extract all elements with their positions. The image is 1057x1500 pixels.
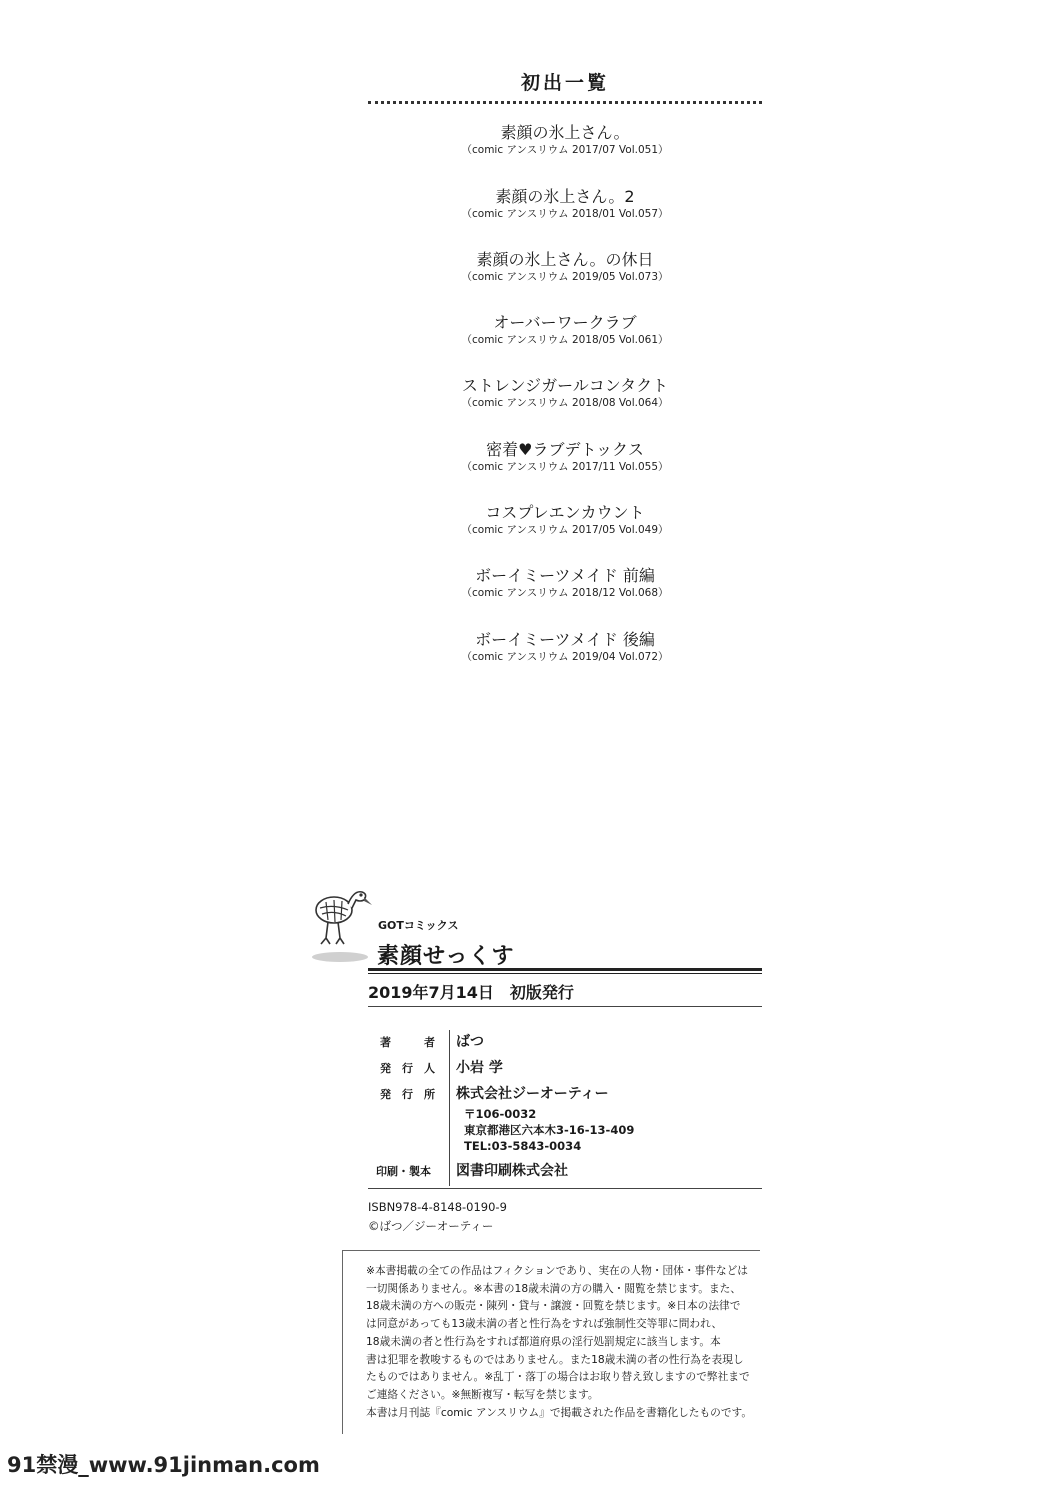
entry-title: 素顔の氷上さん。の休日 <box>476 250 654 269</box>
printer-label: 印刷・製本 <box>376 1165 431 1178</box>
dotted-divider <box>368 101 762 104</box>
divider <box>368 973 762 974</box>
copyright: ©ばつ／ジーオーティー <box>368 1219 494 1233</box>
entry-title: ボーイミーツメイド 前編 <box>475 566 655 585</box>
first-appearance-entry <box>365 376 765 410</box>
imprint-label: GOTコミックス <box>378 919 459 932</box>
entry-source: （comic アンスリウム 2017/05 Vol.049） <box>461 524 669 536</box>
entry-source: （comic アンスリウム 2019/05 Vol.073） <box>461 271 669 283</box>
isbn: ISBN978-4-8148-0190-9 <box>368 1200 507 1214</box>
column-divider <box>449 1030 450 1186</box>
entry-source: （comic アンスリウム 2018/12 Vol.068） <box>461 587 669 599</box>
divider <box>368 1006 762 1007</box>
printer-name: 図書印刷株式会社 <box>456 1163 568 1179</box>
entry-title: 素顔の氷上さん。2 <box>495 187 635 206</box>
watermark: 91禁漫_www.91jinman.com <box>7 1453 320 1477</box>
author-name: ばつ <box>456 1034 484 1050</box>
legal-notice: ※本書掲載の全ての作品はフィクションであり、実在の人物・団体・事件などは 一切関係ありません。※本書の18歳未満の方の購入・閲覧を禁じます。また、 18歳未満の方への販売・陳列・貸与・譲渡・回覧を禁じます。※日本の法律で は同意があっても13歳未満の者と性行為をすれば強制性交等罪に問われ、 18歳未満の者と性行為をすれば都道府県の淫行処罰規定に該当します。本 書は犯罪を教唆するものではありません。また18歳未満の者の性行為を表現し たものではありません。※乱丁・落丁の場合はお取り替え致しますので弊社まで ご連絡ください。※無断複写・転写を禁じます。 本書は月刊誌『comic アンスリウム』で掲載された作品を書籍化したものです。 <box>366 1264 753 1419</box>
entry-source: （comic アンスリウム 2018/01 Vol.057） <box>461 208 669 220</box>
postal-code: 〒106-0032 <box>464 1107 537 1121</box>
logo-shadow <box>312 952 368 962</box>
first-appearance-entry <box>365 313 765 347</box>
divider <box>368 968 762 971</box>
author-label: 著者 <box>380 1036 435 1049</box>
first-appearance-entry <box>365 630 765 664</box>
edition-date: 2019年7月14日 初版発行 <box>368 983 574 1002</box>
entry-title: 密着♥ラブデトックス <box>486 440 644 459</box>
telephone: TEL:03-5843-0034 <box>464 1139 582 1153</box>
publisher-label: 発行所 <box>380 1088 435 1101</box>
publisher-name: 株式会社ジーオーティー <box>456 1086 609 1102</box>
first-appearance-entry <box>365 440 765 474</box>
first-appearance-entry <box>365 187 765 221</box>
entry-title: ストレンジガールコンタクト <box>461 376 669 395</box>
notice-box-edge <box>342 1250 343 1434</box>
entry-source: （comic アンスリウム 2018/08 Vol.064） <box>461 397 669 409</box>
entry-title: 素顔の氷上さん。 <box>500 123 630 142</box>
address: 東京都港区六本木3-16-13-409 <box>464 1123 635 1137</box>
entry-title: オーバーワークラブ <box>493 313 637 332</box>
first-appearance-entry <box>365 123 765 157</box>
book-title: 素顔せっくす <box>377 944 515 969</box>
entry-title: コスプレエンカウント <box>485 503 645 522</box>
entry-source: （comic アンスリウム 2019/04 Vol.072） <box>461 651 669 663</box>
publisher-person: 小岩 学 <box>456 1060 503 1076</box>
entry-source: （comic アンスリウム 2017/11 Vol.055） <box>461 461 669 473</box>
entry-source: （comic アンスリウム 2017/07 Vol.051） <box>461 144 669 156</box>
entry-source: （comic アンスリウム 2018/05 Vol.061） <box>461 334 669 346</box>
first-appearance-entry <box>365 250 765 284</box>
first-appearance-entry <box>365 503 765 537</box>
first-appearance-entry <box>365 566 765 600</box>
first-appearance-title: 初出一覧 <box>520 72 609 94</box>
entry-title: ボーイミーツメイド 後編 <box>475 630 655 649</box>
divider <box>368 1188 762 1189</box>
publisher-person-label: 発行人 <box>380 1062 435 1075</box>
